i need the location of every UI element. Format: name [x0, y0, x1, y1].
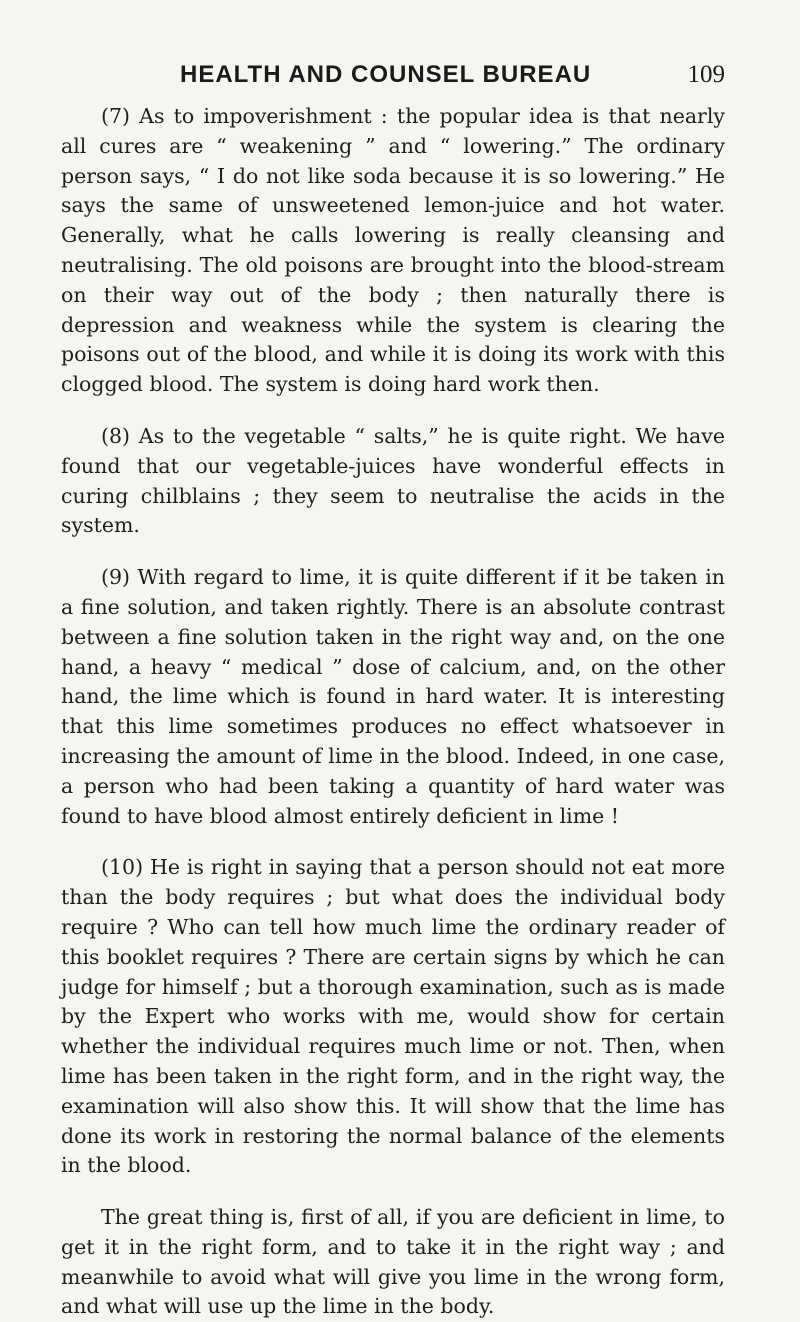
running-title: HEALTH AND COUNSEL BUREAU: [180, 61, 592, 88]
running-head: [180, 60, 725, 96]
paragraph-9: (9) With regard to lime, it is quite different if it be taken in a fine solution, and taken rightly. There is an absolute contrast between a fine solution taken in the right way and, on the one hand, a heavy “ medical ” dose of calcium, and, on the other hand, the lime which is found in hard water. It is interesting that this lime sometimes produces no effect whatsoever in increasing the amount of lime in the blood. Indeed, in one case, a person who had been taking a quantity of hard water was found to have blood almost entirely deficient in lime !: [61, 565, 725, 828]
paragraph-7: (7) As to impoverishment : the popular idea is that nearly all cures are “ weakening ” and “ lowering.” The ordinary person says, “ I do not like soda because it is so lowering.” He says the same of unsweetened lemon-juice and hot water. Generally, what he calls lowering is really cleansing and neutralising. The old poisons are brought into the blood-stream on their way out of the body ; then naturally there is depression and weakness while the system is clearing the poisons out of the blood, and while it is doing its work with this clogged blood. The system is doing hard work then.: [61, 104, 725, 397]
paragraph-conclusion: The great thing is, first of all, if you are deficient in lime, to get it in the right form, and to take it in the right way ; and meanwhile to avoid what will give you lime in the wrong form, and what will use up the lime in the body.: [61, 1205, 725, 1319]
paragraph-10: (10) He is right in saying that a person should not eat more than the body requires ; but what does the individual body require ? Who can tell how much lime the ordinary reader of this booklet requires ? There are certain signs by which he can judge for himself ; but a thorough examination, such as is made by the Expert who works with me, would show for certain whether the individual requires much lime or not. Then, when lime has been taken in the right form, and in the right way, the examination will also show this. It will show that the lime has done its work in restoring the normal balance of the elements in the blood.: [61, 855, 725, 1178]
paragraph-8: (8) As to the vegetable “ salts,” he is quite right. We have found that our vegetable-juices have wonderful effects in curing chilblains ; they seem to neutralise the acids in the system.: [61, 423, 725, 538]
body-text: [61, 102, 725, 1322]
page-number: 109: [687, 61, 725, 88]
